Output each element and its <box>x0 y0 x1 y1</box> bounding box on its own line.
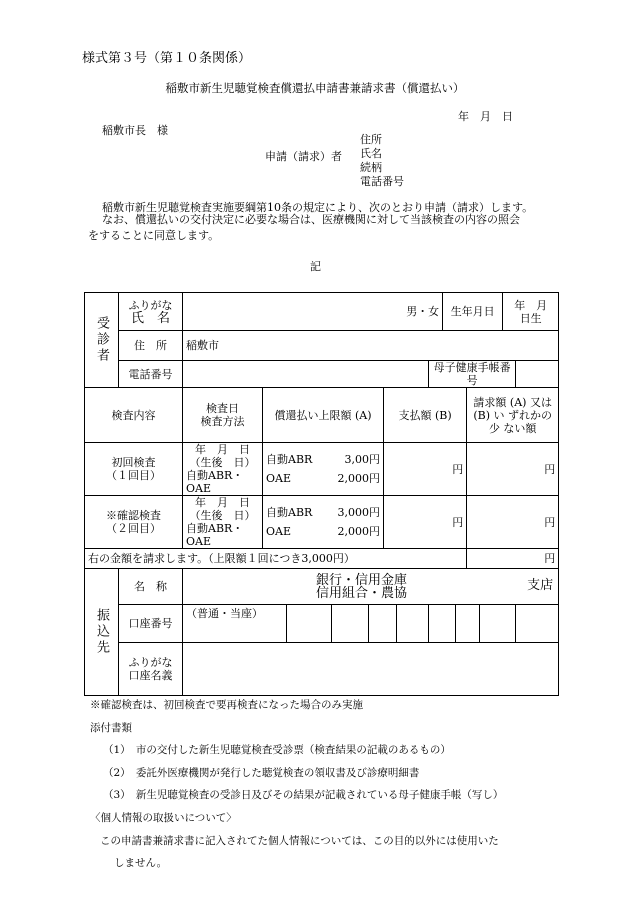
bank-types: 銀行・信用金庫 信用組合・農協 <box>316 572 408 601</box>
branch-label: 支店 <box>527 577 554 593</box>
body-text-3: をすることに同意します。 <box>88 229 220 242</box>
account-digit-5[interactable] <box>429 605 456 643</box>
phone-label: 電話番号 <box>119 361 183 388</box>
privacy-title: 〈個人情報の取扱いについて〉 <box>90 811 237 824</box>
first-exam-limit <box>263 443 384 496</box>
body-text-1: 稲敷市新生児聴覚検査実施要綱第10条の規定により、次のとおり申請（請求）します。 <box>102 201 534 214</box>
bank-name-field[interactable] <box>183 569 559 605</box>
boshi-field[interactable] <box>516 361 559 388</box>
confirm-exam-date[interactable]: 年 月 日 （生後 日） 自動ABR・OAE <box>183 496 263 549</box>
applicant-address-label: 住所 <box>360 133 382 146</box>
first-claim-field[interactable]: 円 <box>467 443 559 496</box>
sex-select[interactable]: 男・女 <box>406 305 440 318</box>
confirm-claim-field[interactable]: 円 <box>467 496 559 549</box>
confirm-oae-amount: 2,000円 <box>337 525 380 538</box>
ki-heading: 記 <box>310 260 321 273</box>
first-paid-field[interactable]: 円 <box>384 443 467 496</box>
account-digit-2[interactable] <box>332 605 369 643</box>
addressee: 稲敷市長 様 <box>102 124 168 137</box>
confirm-paid-field[interactable]: 円 <box>384 496 467 549</box>
col-claim-header: 請求額 (A) 又は (B) い ずれかの少 ない額 <box>467 388 559 443</box>
address-field[interactable]: 稲敷市 <box>183 331 559 361</box>
attach-item-1: （1） 市の交付した新生児聴覚検査受診票（検査結果の記載のあるもの） <box>103 744 451 757</box>
first-oae-amount: 2,000円 <box>337 472 380 485</box>
first-abr-label: 自動ABR <box>266 453 313 466</box>
attach-item-2: （2） 委託外医療機関が発行した聴覚検査の領収書及び診療明細書 <box>103 766 420 779</box>
col-content-header: 検査内容 <box>85 388 183 443</box>
first-exam-date[interactable]: 年 月 日 （生後 日） 自動ABR・OAE <box>183 443 263 496</box>
privacy-text-2: しません。 <box>114 857 168 870</box>
confirm-abr-amount: 3,000円 <box>337 506 380 519</box>
col-date-header: 検査日 検査方法 <box>183 388 263 443</box>
applicant-relation-label: 続柄 <box>360 161 382 174</box>
account-digit-4[interactable] <box>397 605 429 643</box>
application-table <box>84 292 559 696</box>
attach-item-3: （3） 新生児聴覚検査の受診日及びその結果が記載されている母子健康手帳（写し） <box>103 789 504 802</box>
bank-name-label: 名 称 <box>119 569 183 605</box>
total-label: 右の金額を請求します。（上限額１回につき3,000円） <box>85 549 467 569</box>
page-title: 稲敷市新生児聴覚検査償還払申請書兼請求書（償還払い） <box>165 81 465 95</box>
date-line[interactable]: 年 月 日 <box>458 110 513 123</box>
col-limit-header: 償還払い上限額 (A) <box>263 388 384 443</box>
first-oae-label: OAE <box>266 472 291 485</box>
total-field[interactable]: 円 <box>467 549 559 569</box>
account-digit-7[interactable] <box>480 605 516 643</box>
boshi-label: 母子健康手帳番号 <box>429 361 516 388</box>
confirm-exam-label: ※確認検査 （２回目） <box>85 496 183 549</box>
account-digit-1[interactable] <box>287 605 332 643</box>
name-field[interactable] <box>183 293 443 331</box>
account-digit-6[interactable] <box>456 605 480 643</box>
confirm-abr-label: 自動ABR <box>266 506 313 519</box>
notes <box>90 694 503 875</box>
patient-section-label: 受診者 <box>85 293 119 388</box>
col-paid-header: 支払額 (B) <box>384 388 467 443</box>
first-exam-label: 初回検査 （１回目） <box>85 443 183 496</box>
birth-field[interactable]: 年 月 日生 <box>503 293 559 331</box>
account-digit-8[interactable] <box>516 605 559 643</box>
body-text-2: なお、償還払いの交付決定に必要な場合は、医療機関に対して当該検査の内容の照会 <box>102 213 520 226</box>
applicant-fields <box>360 133 404 189</box>
applicant-label: 申請（請求）者 <box>265 150 342 163</box>
account-holder-label: ふりがな 口座名義 <box>119 643 183 696</box>
attach-title: 添付書類 <box>90 721 132 734</box>
first-abr-amount: 3,00円 <box>344 453 380 466</box>
form-number: 様式第３号（第１０条関係） <box>82 51 252 66</box>
birth-label: 生年月日 <box>443 293 503 331</box>
account-type[interactable]: （普通・当座） <box>183 605 287 643</box>
account-holder-field[interactable] <box>183 643 559 696</box>
confirm-note: ※確認検査は、初回検査で要再検査になった場合のみ実施 <box>90 699 363 711</box>
name-label: ふりがな 氏 名 <box>119 293 183 331</box>
confirm-exam-limit <box>263 496 384 549</box>
bank-section-label: 振込先 <box>85 569 119 696</box>
applicant-name-label: 氏名 <box>360 147 382 160</box>
phone-field[interactable] <box>183 361 429 388</box>
account-no-label: 口座番号 <box>119 605 183 643</box>
address-label: 住 所 <box>119 331 183 361</box>
applicant-phone-label: 電話番号 <box>360 175 404 188</box>
privacy-text-1: この申請書兼請求書に記入されてた個人情報については、この目的以外には使用いた <box>100 834 499 847</box>
confirm-oae-label: OAE <box>266 525 291 538</box>
account-digit-3[interactable] <box>369 605 397 643</box>
